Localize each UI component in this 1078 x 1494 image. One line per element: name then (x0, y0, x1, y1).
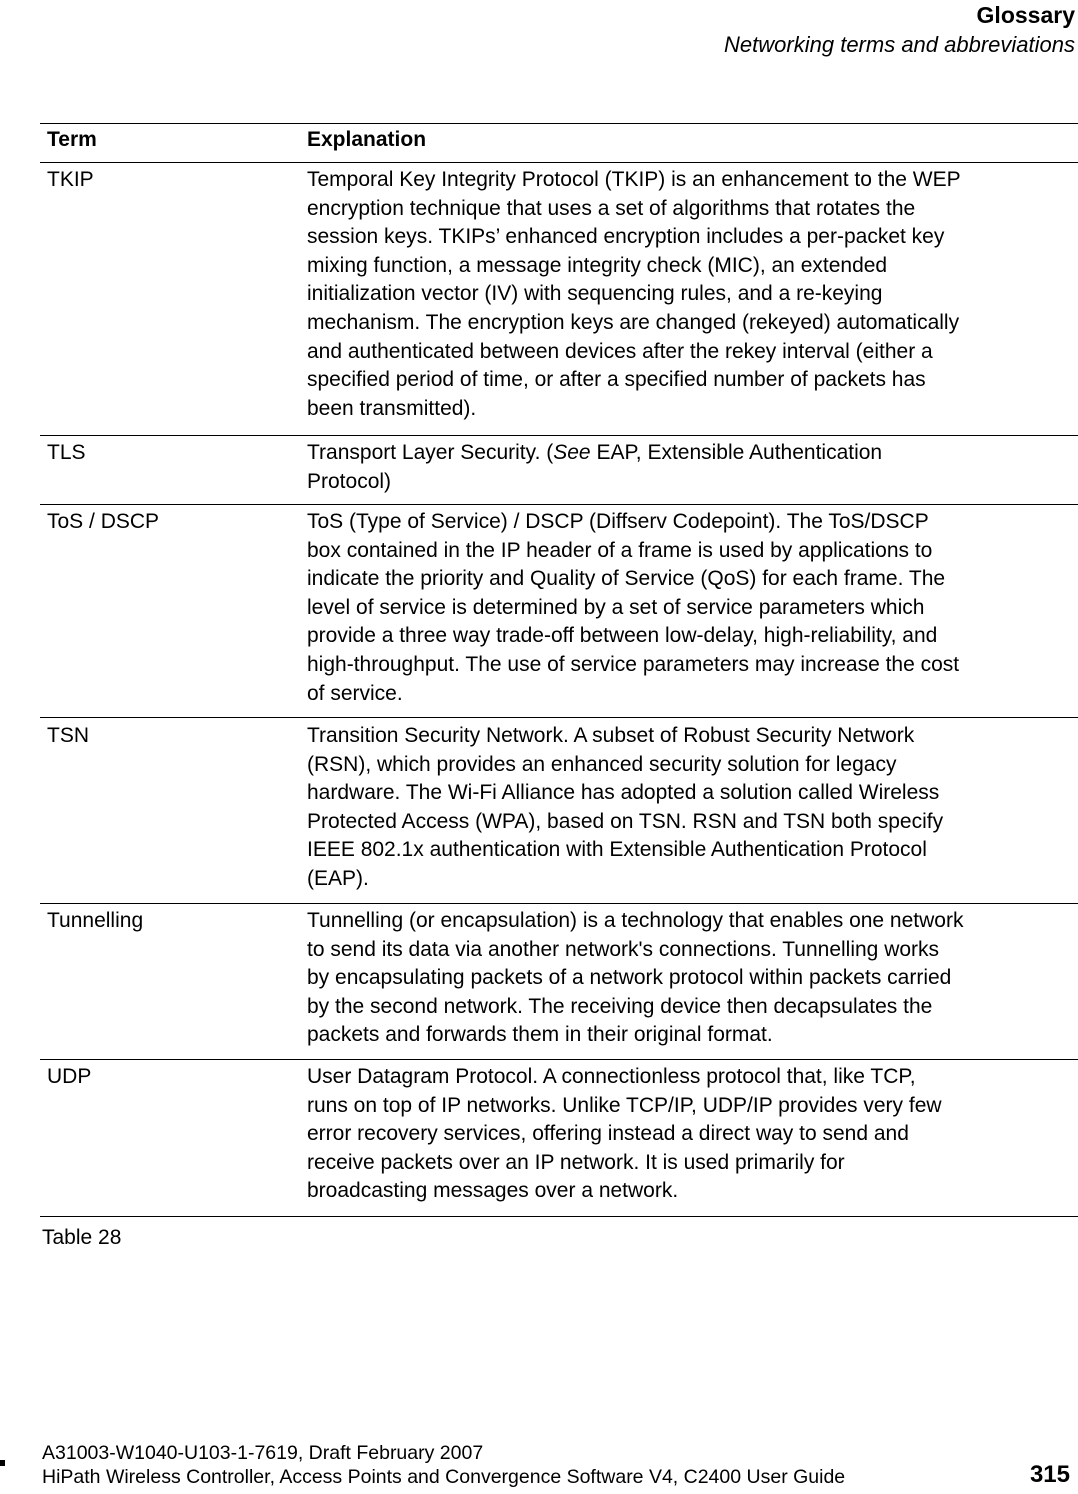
table-bottom-rule (40, 1216, 1078, 1217)
see-reference: See (553, 441, 591, 464)
table-caption: Table 28 (42, 1226, 122, 1249)
header-title: Glossary (976, 2, 1075, 28)
row-term: ToS / DSCP (47, 510, 160, 533)
row-term: Tunnelling (47, 909, 144, 932)
row-explanation: Tunnelling (or encapsulation) is a technology that enables one network to send its data via another network's connections. Tunnelling works by encapsulating packets of a network protocol within packets carried by the second network. The receiving device then decapsulates the packets and forwards them in their original format. (307, 909, 964, 1047)
row-term: TLS (47, 441, 86, 464)
row-explanation: ToS (Type of Service) / DSCP (Diffserv Codepoint). The ToS/DSCP box contained in the IP header of a frame is used by applications to indicate the priority and Quality of Service (QoS) for each frame. The level of service is determined by a set of service parameters which provide a three way trade-off between low-delay, high-reliability, and high-throughput. The use of service parameters may increase the cost of service. (307, 510, 960, 705)
row-rule (40, 435, 1078, 436)
row-rule (40, 717, 1078, 718)
row-explanation: User Datagram Protocol. A connectionless protocol that, like TCP, runs on top of IP networks. Unlike TCP/IP, UDP/IP provides very few error recovery services, offering instead a direct way to send and receive packets over an IP network. It is used primarily for broadcasting messages over a network. (307, 1065, 942, 1203)
row-term: TKIP (47, 168, 94, 191)
row-rule (40, 504, 1078, 505)
row-term: TSN (47, 724, 89, 747)
page-number: 315 (1029, 1461, 1070, 1488)
column-header-term: Term (47, 128, 97, 151)
header-rule (40, 162, 1078, 163)
header-subtitle: Networking terms and abbreviations (724, 32, 1075, 57)
explanation-text: Transport Layer Security. ( (307, 441, 554, 464)
footer-product: HiPath Wireless Controller, Access Points and Convergence Software V4, C2400 User Guide (42, 1466, 846, 1488)
row-explanation: Transition Security Network. A subset of Robust Security Network (RSN), which provides an enhanced security solution for legacy hardware. The Wi-Fi Alliance has adopted a solution called Wireless Protected Access (WPA), based on TSN. RSN and TSN both specify IEEE 802.1x authentication with Extensible Authentication Protocol (EAP). (307, 724, 944, 890)
footer-doc-id: A31003-W1040-U103-1-7619, Draft February 2007 (42, 1442, 484, 1464)
explanation-text: EAP, Extensible Authentication Protocol) (307, 441, 883, 493)
footer-marker (0, 1460, 5, 1466)
row-rule (40, 903, 1078, 904)
row-term: UDP (47, 1065, 92, 1088)
row-explanation: Temporal Key Integrity Protocol (TKIP) is an enhancement to the WEP encryption technique that uses a set of algorithms that rotates the session keys. TKIPs’ enhanced encryption includes a per-packet key mixing function, a message integrity check (MIC), an extended initialization vector (IV) with sequencing rules, and a re-keying mechanism. The encryption keys are changed (rekeyed) automatically and authenticated between devices after the rekey interval (either a specified period of time, or after a specified number of packets has been transmitted). (307, 168, 961, 420)
column-header-explanation: Explanation (307, 128, 427, 151)
table-top-rule (40, 123, 1078, 124)
row-explanation (307, 439, 1072, 496)
row-rule (40, 1059, 1078, 1060)
